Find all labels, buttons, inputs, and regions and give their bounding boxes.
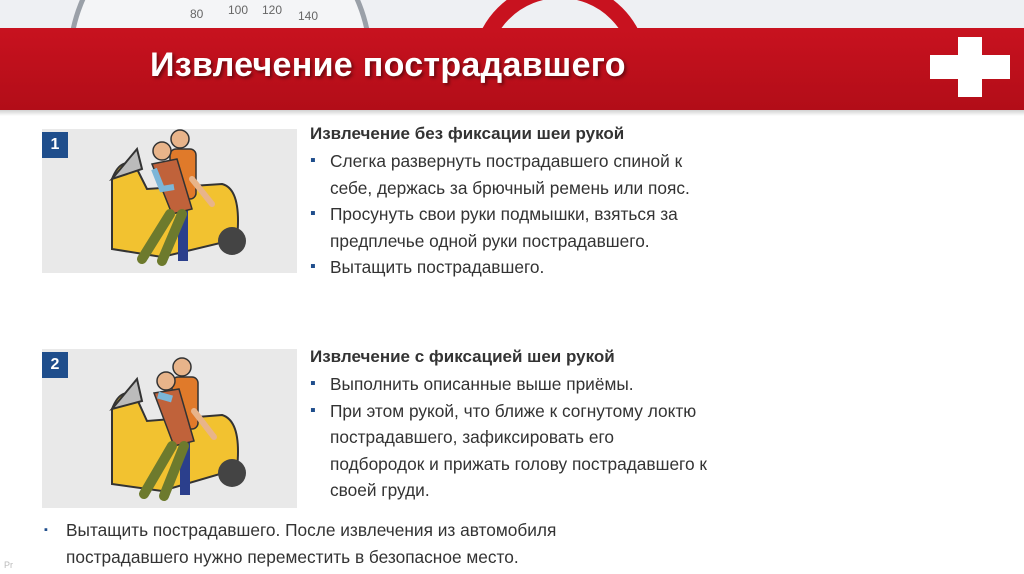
bottom-note-text: Вытащить пострадавшего. После извлечения из автомобиля пострадавшего нужно переместить в безопасное место. <box>66 520 557 567</box>
list-item <box>40 517 680 570</box>
list-item <box>310 148 710 201</box>
list-item-text: Выполнить описанные выше приёмы. <box>330 374 634 394</box>
step-badge-2: 2 <box>42 352 68 378</box>
footnote: Pr <box>4 560 13 570</box>
list-item-text: Вытащить пострадавшего. <box>330 257 545 277</box>
section-2 <box>310 347 710 504</box>
list-item <box>310 398 710 504</box>
page-title: Извлечение пострадавшего <box>150 46 626 84</box>
bottom-note <box>40 517 680 570</box>
bullet-icon: ▪ <box>310 152 316 169</box>
svg-text:140: 140 <box>298 9 319 23</box>
section-1 <box>310 124 710 281</box>
illustration-panel-2 <box>42 349 297 508</box>
bullet-icon: ▪ <box>310 205 316 222</box>
rescue-illustration-icon <box>42 129 297 273</box>
bullet-icon: ▪ <box>310 258 316 275</box>
illustration-panel-1 <box>42 129 297 273</box>
section-2-title: Извлечение с фиксацией шеи рукой <box>310 347 615 366</box>
header-background <box>0 0 1024 28</box>
list-item-text: Просунуть свои руки подмышки, взяться за предплечье одной руки пострадавшего. <box>330 204 678 251</box>
rescue-illustration-icon <box>42 349 297 508</box>
list-item <box>310 201 710 254</box>
step-badge-1: 1 <box>42 132 68 158</box>
list-item-text: Слегка развернуть пострадавшего спиной к себе, держась за брючный ремень или пояс. <box>330 151 690 198</box>
svg-text:120: 120 <box>262 3 283 17</box>
list-item <box>310 371 710 398</box>
section-1-title: Извлечение без фиксации шеи рукой <box>310 124 625 143</box>
svg-text:100: 100 <box>228 3 249 17</box>
svg-text:80: 80 <box>190 7 204 21</box>
speedometer-gauge-icon <box>0 0 1024 28</box>
list-item-text: При этом рукой, что ближе к согнутому локтю пострадавшего, зафиксировать его подбородок и прижать голову пострадавшего к своей груди. <box>330 400 707 500</box>
red-cross-icon <box>926 35 1014 99</box>
bullet-icon: ▪ <box>44 524 48 536</box>
bullet-icon: ▪ <box>310 401 316 419</box>
bullet-icon: ▪ <box>310 375 316 392</box>
list-item <box>310 254 710 281</box>
banner-shadow <box>0 110 1024 116</box>
